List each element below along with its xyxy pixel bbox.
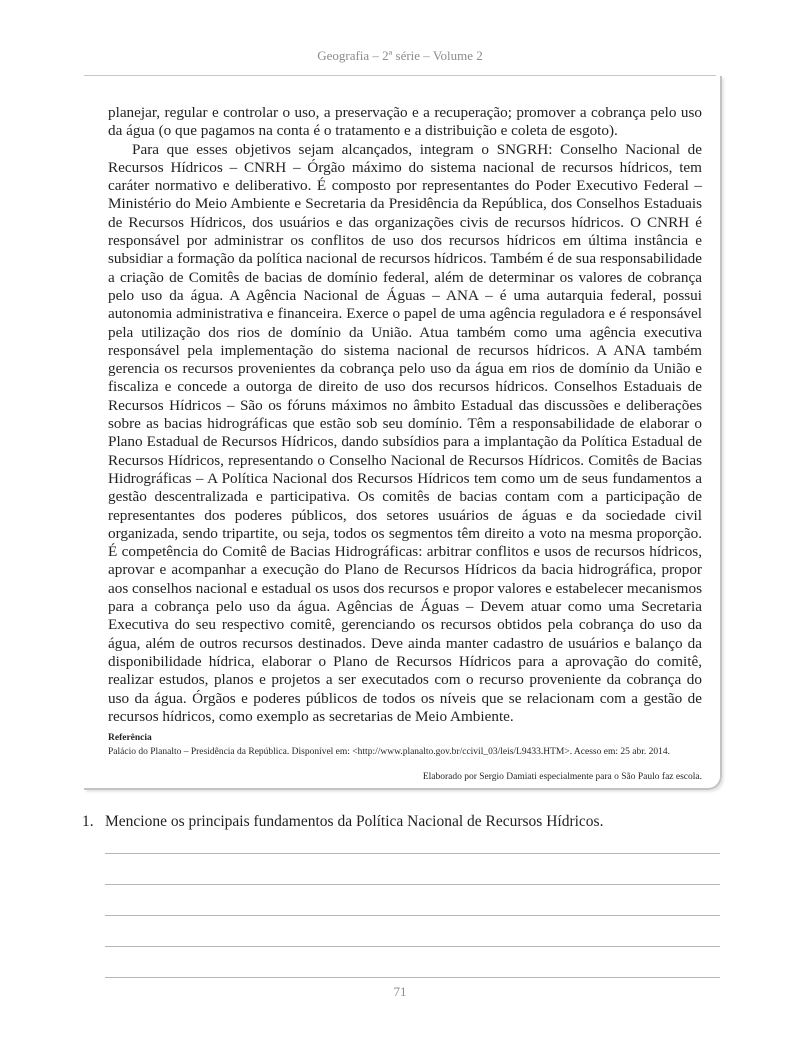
- question-number: 1.: [82, 813, 94, 830]
- box-content: [108, 104, 702, 783]
- answer-line[interactable]: [105, 977, 720, 978]
- running-header: Geografia – 2ª série – Volume 2: [317, 48, 483, 63]
- answer-line[interactable]: [105, 853, 720, 854]
- answer-line[interactable]: [105, 915, 720, 916]
- answer-line[interactable]: [105, 884, 720, 885]
- reference-text: Palácio do Planalto – Presidência da República. Disponível em: <http://www.planalto.gov.br/ccivil_03/leis/L9433.HTM>. Acesso em: 25 abr. 2014.: [108, 747, 670, 758]
- reference-title: Referência: [108, 733, 152, 744]
- question-text: Mencione os principais fundamentos da Política Nacional de Recursos Hídricos.: [105, 813, 604, 830]
- author-credit: Elaborado por Sergio Damiati especialmente para o São Paulo faz escola.: [422, 772, 702, 783]
- box-paragraph-2: Para que esses objetivos sejam alcançados, integram o SNGRH: Conselho Nacional de Recursos Hídricos – CNRH – Órgão máximo do sistema nacional de recursos hídricos, tem caráter normativo e deliberativo. É composto por representantes do Poder Executivo Federal – Ministério do Meio Ambiente e Secretaria da Presidência da República, dos Conselhos Estaduais de Recursos Hídricos, dos usuários e das organizações civis de recursos hídricos. O CNRH é responsável por administrar os conflitos de uso dos recursos hídricos em última instância e subsidiar a formação da política nacional de recursos hídricos. Também é de sua responsabilidade a criação de Comitês de bacias de domínio federal, além de determinar os valores de cobrança pelo uso da água. A Agência Nacional de Águas – ANA – é uma autarquia federal, possui autonomia administrativa e financeira. Exerce o papel de uma agência reguladora e é responsável pela utilização dos rios de domínio da União. Atua também como uma agência executiva responsável pela implementação do sistema nacional de recursos hídricos. A ANA também gerencia os recursos provenientes da cobrança pelo uso da água em rios de domínio da União e fiscaliza e concede a outorga de direito de uso dos recursos hídricos. Conselhos Estaduais de Recursos Hídricos – São os fóruns máximos no âmbito Estadual das discussões e deliberações sobre as bacias hidrográficas que estão sob seu domínio. Têm a responsabilidade de elaborar o Plano Estadual de Recursos Hídricos, dando subsídios para a implantação da Política Estadual de Recursos Hídricos, representando o Conselho Nacional de Recursos Hídricos. Comitês de Bacias Hidrográficas – A Política Nacional dos Recursos Hídricos tem como um de seus fundamentos a gestão descentralizada e participativa. Os comitês de bacias contam com a participação de representantes dos poderes públicos, dos setores usuários de águas e da sociedade civil organizada, sendo tripartite, ou seja, todos os segmentos têm direito a voto na mesma proporção. É competência do Comitê de Bacias Hidrográficas: arbitrar conflitos e usos de recursos hídricos, aprovar e acompanhar a execução do Plano de Recursos Hídricos da bacia hidrográfica, propor aos conselhos nacional e estadual os usos dos recursos e propor valores e estabelecer mecanismos para a cobrança pelo uso da água. Agências de Águas – Devem atuar como uma Secretaria Executiva do seu respectivo comitê, gerenciando os recursos obtidos pela cobrança do uso da água, além de outros recursos destinados. Deve ainda manter cadastro de usuários e balanço da disponibilidade hídrica, elaborar o Plano de Recursos Hídricos para a aprovação do comitê, realizar estudos, planos e projetos a ser executados com o recurso proveniente da cobrança do uso da água. Órgãos e poderes públicos de todos os níveis que se relacionam com a gestão de recursos hídricos, como exemplo as secretarias de Meio Ambiente.: [108, 140, 702, 725]
- text-box: [84, 76, 722, 790]
- answer-line[interactable]: [105, 946, 720, 947]
- box-paragraph-1: planejar, regular e controlar o uso, a preservação e a recuperação; promover a cobrança pelo uso da água (o que pagamos na conta é o tratamento e a distribuição e coleta de esgoto).: [108, 104, 702, 140]
- page-number: 71: [393, 984, 407, 999]
- question-1: [82, 812, 722, 832]
